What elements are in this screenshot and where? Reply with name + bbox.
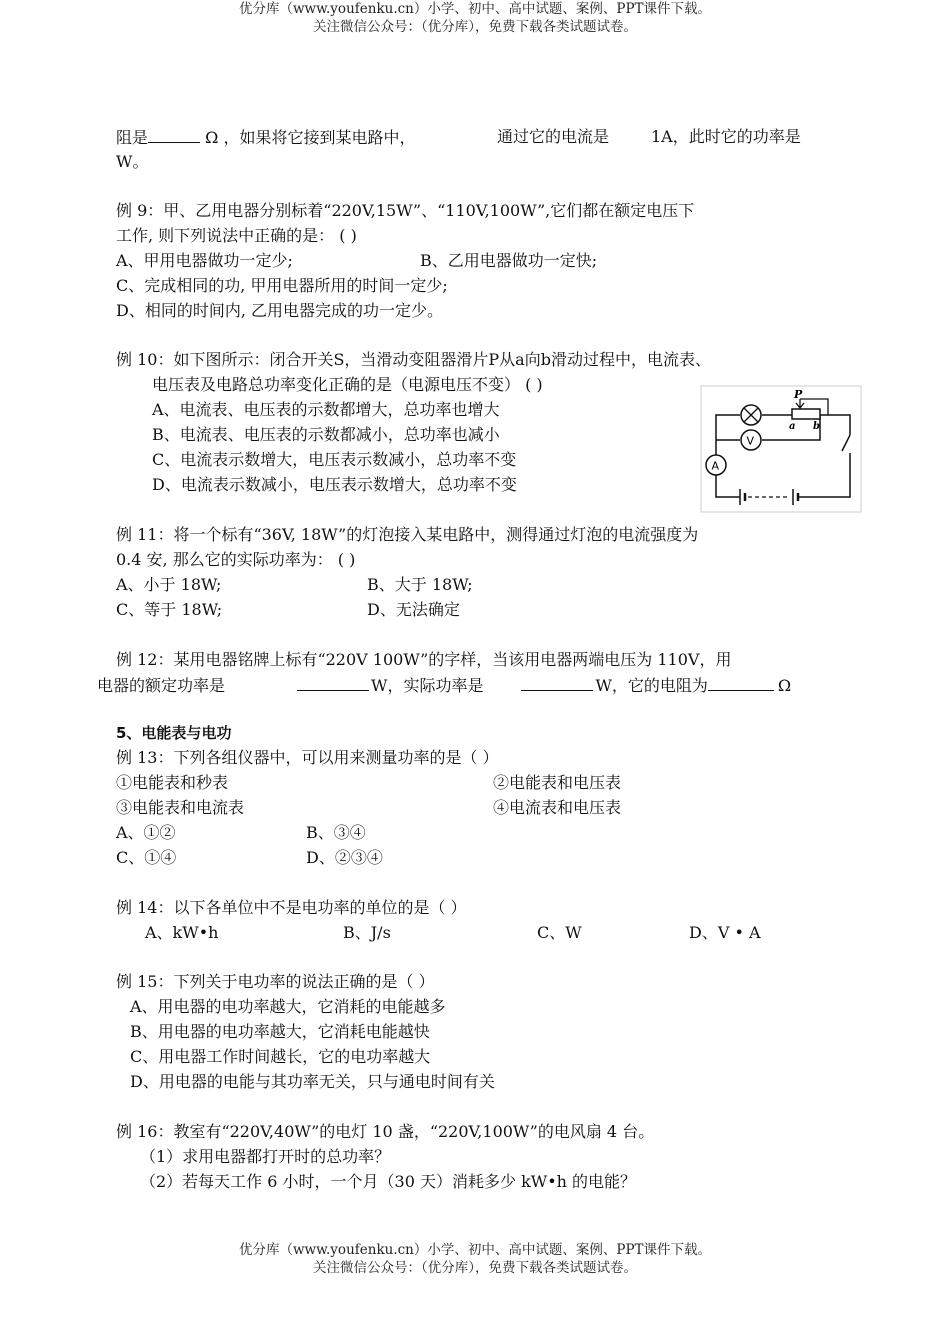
circuit-wire-outer bbox=[716, 425, 850, 497]
label-b: b bbox=[813, 421, 820, 432]
ex9-option-a: A、甲用电器做功一定少; bbox=[116, 251, 293, 270]
ex11-question-2: 0.4 安, 那么它的实际功率为： ( ) bbox=[116, 550, 356, 569]
ex12-text-rated: 电器的额定功率是 bbox=[97, 676, 226, 695]
footer-line-1: 优分库（www.youfenku.cn）小学、初中、高中试题、案例、PPT课件下载。 bbox=[238, 1242, 712, 1258]
page-footer bbox=[0, 1241, 950, 1277]
blank-resistance-ex12 bbox=[708, 674, 774, 691]
ex11-option-d: D、无法确定 bbox=[367, 600, 460, 619]
ex14-option-d: D、V • A bbox=[689, 923, 761, 942]
ex13-item-4: ④电流表和电压表 bbox=[493, 798, 622, 817]
switch-icon bbox=[842, 435, 850, 451]
label-a: a bbox=[789, 421, 796, 432]
blank-rated-power bbox=[297, 674, 369, 691]
circuit-wire-right bbox=[820, 415, 850, 435]
header-line-2: 关注微信公众号：（优分库），免费下载各类试题试卷。 bbox=[313, 19, 637, 35]
ex12-text-ohm: Ω bbox=[777, 676, 792, 695]
ex16-sub-1: （1）求用电器都打开时的总功率？ bbox=[140, 1147, 391, 1166]
ex15-option-b: B、用电器的电功率越大，它消耗电能越快 bbox=[130, 1022, 430, 1041]
ex11-question-1: 例 11：将一个标有“36V, 18W”的灯泡接入某电路中，测得通过灯泡的电流强度为 bbox=[116, 525, 699, 544]
ex13-item-1: ①电能表和秒表 bbox=[116, 773, 229, 792]
ex16-sub-2: （2）若每天工作 6 小时，一个月（30 天）消耗多少 kW•h 的电能？ bbox=[140, 1172, 637, 1191]
ex14-option-b: B、J/s bbox=[343, 923, 391, 942]
ammeter-label: A bbox=[711, 459, 720, 473]
ex10-option-d: D、电流表示数减小，电压表示数增大，总功率不变 bbox=[152, 475, 517, 494]
circuit-frame bbox=[701, 386, 861, 512]
ex9-question-1: 例 9：甲、乙用电器分别标着“220V,15W”、“110V,100W”,它们都在额定电压下 bbox=[116, 201, 695, 220]
ex9-option-b: B、乙用电器做功一定快; bbox=[420, 251, 598, 270]
top-line-1 bbox=[116, 126, 415, 149]
ex9-option-d: D、相同的时间内, 乙用电器完成的功一定少。 bbox=[116, 301, 444, 320]
header-line-1: 优分库（www.youfenku.cn）小学、初中、高中试题、案例、PPT课件下载。 bbox=[238, 1, 712, 17]
ex10-question-2: 电压表及电路总功率变化正确的是（电源电压不变） ( ) bbox=[152, 375, 543, 394]
voltmeter-label: V bbox=[746, 434, 755, 448]
ex12-question-1: 例 12：某用电器铭牌上标有“220V 100W”的字样，当该用电器两端电压为 110V，用 bbox=[116, 650, 732, 669]
top-text-b: Ω ，如果将它接到某电路中， bbox=[205, 128, 416, 147]
ex10-question-1: 例 10：如下图所示：闭合开关S，当滑动变阻器滑片P从a向b滑动过程中，电流表、 bbox=[116, 350, 711, 369]
ex15-option-c: C、用电器工作时间越长，它的电功率越大 bbox=[130, 1047, 431, 1066]
label-p: P bbox=[794, 388, 803, 401]
rheostat-icon bbox=[792, 409, 820, 419]
page-header bbox=[0, 0, 950, 36]
circuit-diagram bbox=[700, 385, 862, 513]
ex13-item-2: ②电能表和电压表 bbox=[493, 773, 622, 792]
ex10-option-c: C、电流表示数增大，电压表示数减小，总功率不变 bbox=[152, 450, 517, 469]
ex16-question: 例 16：教室有“220V,40W”的电灯 10 盏，“220V,100W”的电风扇 4 台。 bbox=[116, 1122, 655, 1141]
blank-actual-power bbox=[521, 674, 593, 691]
ex13-option-a: A、①② bbox=[116, 823, 176, 842]
blank-resistance bbox=[148, 126, 200, 143]
section-5-title: 5、电能表与电功 bbox=[116, 724, 232, 742]
ex13-item-3: ③电能表和电流表 bbox=[116, 798, 245, 817]
ex9-option-c: C、完成相同的功, 甲用电器所用的时间一定少; bbox=[116, 276, 448, 295]
ex13-option-c: C、①④ bbox=[116, 848, 177, 867]
ex13-option-d: D、②③④ bbox=[306, 848, 383, 867]
ex12-question-2 bbox=[97, 674, 791, 697]
ex11-option-b: B、大于 18W; bbox=[367, 575, 473, 594]
ex10-option-a: A、电流表、电压表的示数都增大，总功率也增大 bbox=[152, 400, 500, 419]
ex10-option-b: B、电流表、电压表的示数都减小，总功率也减小 bbox=[152, 425, 500, 444]
ex12-text-resistance: W，它的电阻为 bbox=[595, 676, 708, 695]
footer-line-2: 关注微信公众号：（优分库），免费下载各类试题试卷。 bbox=[313, 1260, 637, 1276]
ex14-question: 例 14：以下各单位中不是电功率的单位的是（ ） bbox=[116, 898, 467, 917]
top-text-c: 通过它的电流是 bbox=[497, 127, 610, 146]
ex15-option-d: D、用电器的电能与其功率无关，只与通电时间有关 bbox=[130, 1072, 495, 1091]
ex13-question: 例 13：下列各组仪器中，可以用来测量功率的是（ ） bbox=[116, 748, 499, 767]
top-text-a: 阻是 bbox=[116, 128, 149, 147]
ex11-option-a: A、小于 18W; bbox=[116, 575, 222, 594]
ex11-option-c: C、等于 18W; bbox=[116, 600, 223, 619]
ex9-question-2: 工作, 则下列说法中正确的是： ( ) bbox=[116, 226, 357, 245]
ex14-option-c: C、W bbox=[537, 923, 582, 942]
ex15-option-a: A、用电器的电功率越大，它消耗的电能越多 bbox=[130, 997, 446, 1016]
ex12-text-actual: W，实际功率是 bbox=[371, 676, 484, 695]
top-text-d: 1A，此时它的功率是 bbox=[651, 127, 801, 146]
ex15-question: 例 15：下列关于电功率的说法正确的是（ ） bbox=[116, 972, 435, 991]
ex13-option-b: B、③④ bbox=[306, 823, 366, 842]
ex14-option-a: A、kW•h bbox=[145, 923, 219, 942]
top-line-2: W。 bbox=[116, 152, 149, 171]
